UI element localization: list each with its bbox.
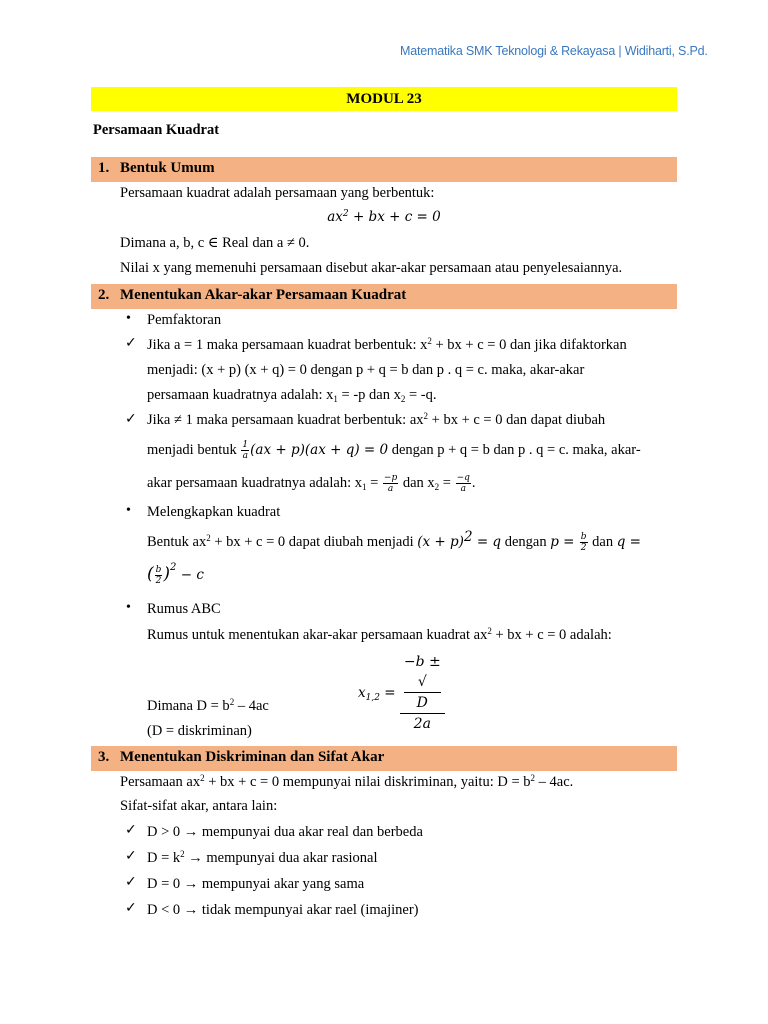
section-3-heading: [91, 746, 677, 771]
bullet-icon: •: [126, 600, 131, 615]
case-a1-line2: menjadi: (x + p) (x + q) = 0 dengan p + q = b dan p . q = c. maka, akar-akar: [147, 362, 585, 378]
case-a1-line1: Jika a = 1 maka persamaan kuadrat berbentuk: $x^2$ + bx + c = 0 dan jika difaktorkan: [147, 336, 627, 353]
page-header: Matematika SMK Teknologi & Rekayasa | Widiharti, S.Pd.: [400, 44, 708, 58]
case-a-not1-line3: akar persamaan kuadratnya adalah: $x_1$ = $\frac{-p}{a}$ dan $x_2$ = $\frac{-q}{a}$ .: [147, 473, 476, 494]
s3-intro: Persamaan $ax^2$ + bx + c = 0 mempunyai nilai diskriminan, yaitu: $D = b^2 - 4ac$.: [120, 773, 574, 790]
s1-nilai: Nilai x yang memenuhi persamaan disebut akar-akar persamaan atau penyelesaiannya.: [120, 260, 623, 276]
section-1-heading: [91, 157, 677, 182]
method-rumus-abc: Rumus ABC: [147, 601, 221, 617]
case-a-not1-line2: menjadi bentuk $\frac{1}{a}$ (ax + p)(ax + q) = 0 dengan p + q = b dan p . q = c. maka, akar-: [147, 440, 641, 461]
bullet-icon: •: [126, 311, 131, 326]
s1-intro: Persamaan kuadrat adalah persamaan yang berbentuk:: [120, 185, 435, 201]
case-a1-line3: persamaan kuadratnya adalah: $x_1 = -p$ dan $x_2 = -q$.: [147, 387, 437, 404]
abc-diskriminan-note: (D = diskriminan): [147, 723, 252, 739]
fraction: $\frac{1}{a}$: [242, 440, 249, 461]
abc-dimana: Dimana $D = b^2 - 4ac$: [147, 697, 269, 714]
abc-intro: Rumus untuk menentukan akar-akar persamaan kuadrat $ax^2$ + bx + c = 0 adalah:: [147, 626, 612, 643]
fraction: $\frac{b}{2}$: [155, 565, 162, 587]
module-title: MODUL 23: [91, 87, 677, 111]
sifat-item: D > 0 → mempunyai dua akar real dan berbeda: [147, 824, 423, 840]
method-pemfaktoran: Pemfaktoran: [147, 312, 222, 328]
section-number: 3.: [98, 749, 110, 765]
method-melengkapkan: Melengkapkan kuadrat: [147, 504, 281, 520]
bullet-icon: •: [126, 503, 131, 518]
abc-fraction: −b ± √ D 2a: [400, 652, 445, 734]
sifat-item: D = 0 → mempunyai akar yang sama: [147, 876, 365, 892]
section-number: 2.: [98, 287, 110, 303]
section-title: Menentukan Akar-akar Persamaan Kuadrat: [120, 287, 407, 303]
checkmark-icon: ✓: [125, 335, 137, 351]
abc-formula: $x_{1,2}$ = −b ± √ D 2a: [358, 652, 445, 734]
s1-general-formula: $ax^2$ + bx + c = 0: [327, 209, 441, 225]
checkmark-icon: ✓: [125, 874, 137, 890]
section-2-heading: [91, 284, 677, 309]
case-a-not1-line1: Jika ≠ 1 maka persamaan kuadrat berbentuk: $ax^2$ + bx + c = 0 dan dapat diubah: [147, 411, 606, 428]
fraction: $\frac{b}{2}$: [580, 532, 587, 553]
sifat-item: $D = k^2$ → mempunyai dua akar rasional: [147, 849, 378, 866]
section-number: 1.: [98, 160, 110, 176]
checkmark-icon: ✓: [125, 822, 137, 838]
section-title: Menentukan Diskriminan dan Sifat Akar: [120, 749, 385, 765]
checkmark-icon: ✓: [125, 900, 137, 916]
checkmark-icon: ✓: [125, 848, 137, 864]
completing-square-line1: Bentuk $ax^2$ + bx + c = 0 dapat diubah menjadi $(x + p)^2 = q$ dengan p = $\frac{b}{2}$ dan q =: [147, 528, 641, 553]
section-title: Bentuk Umum: [120, 160, 215, 176]
topic-title: Persamaan Kuadrat: [93, 122, 220, 138]
fraction: $\frac{-p}{a}$: [383, 473, 398, 494]
completing-square-line2: ( $\frac{b}{2}$ )$^2$ − c: [147, 562, 204, 587]
fraction: $\frac{-q}{a}$: [456, 473, 470, 494]
sifat-item: D < 0 → tidak mempunyai akar rael (imajiner): [147, 902, 419, 918]
s1-dimana: Dimana a, b, c ∈ Real dan a ≠ 0.: [120, 235, 310, 251]
checkmark-icon: ✓: [125, 411, 137, 427]
s3-sifat: Sifat-sifat akar, antara lain:: [120, 798, 278, 814]
